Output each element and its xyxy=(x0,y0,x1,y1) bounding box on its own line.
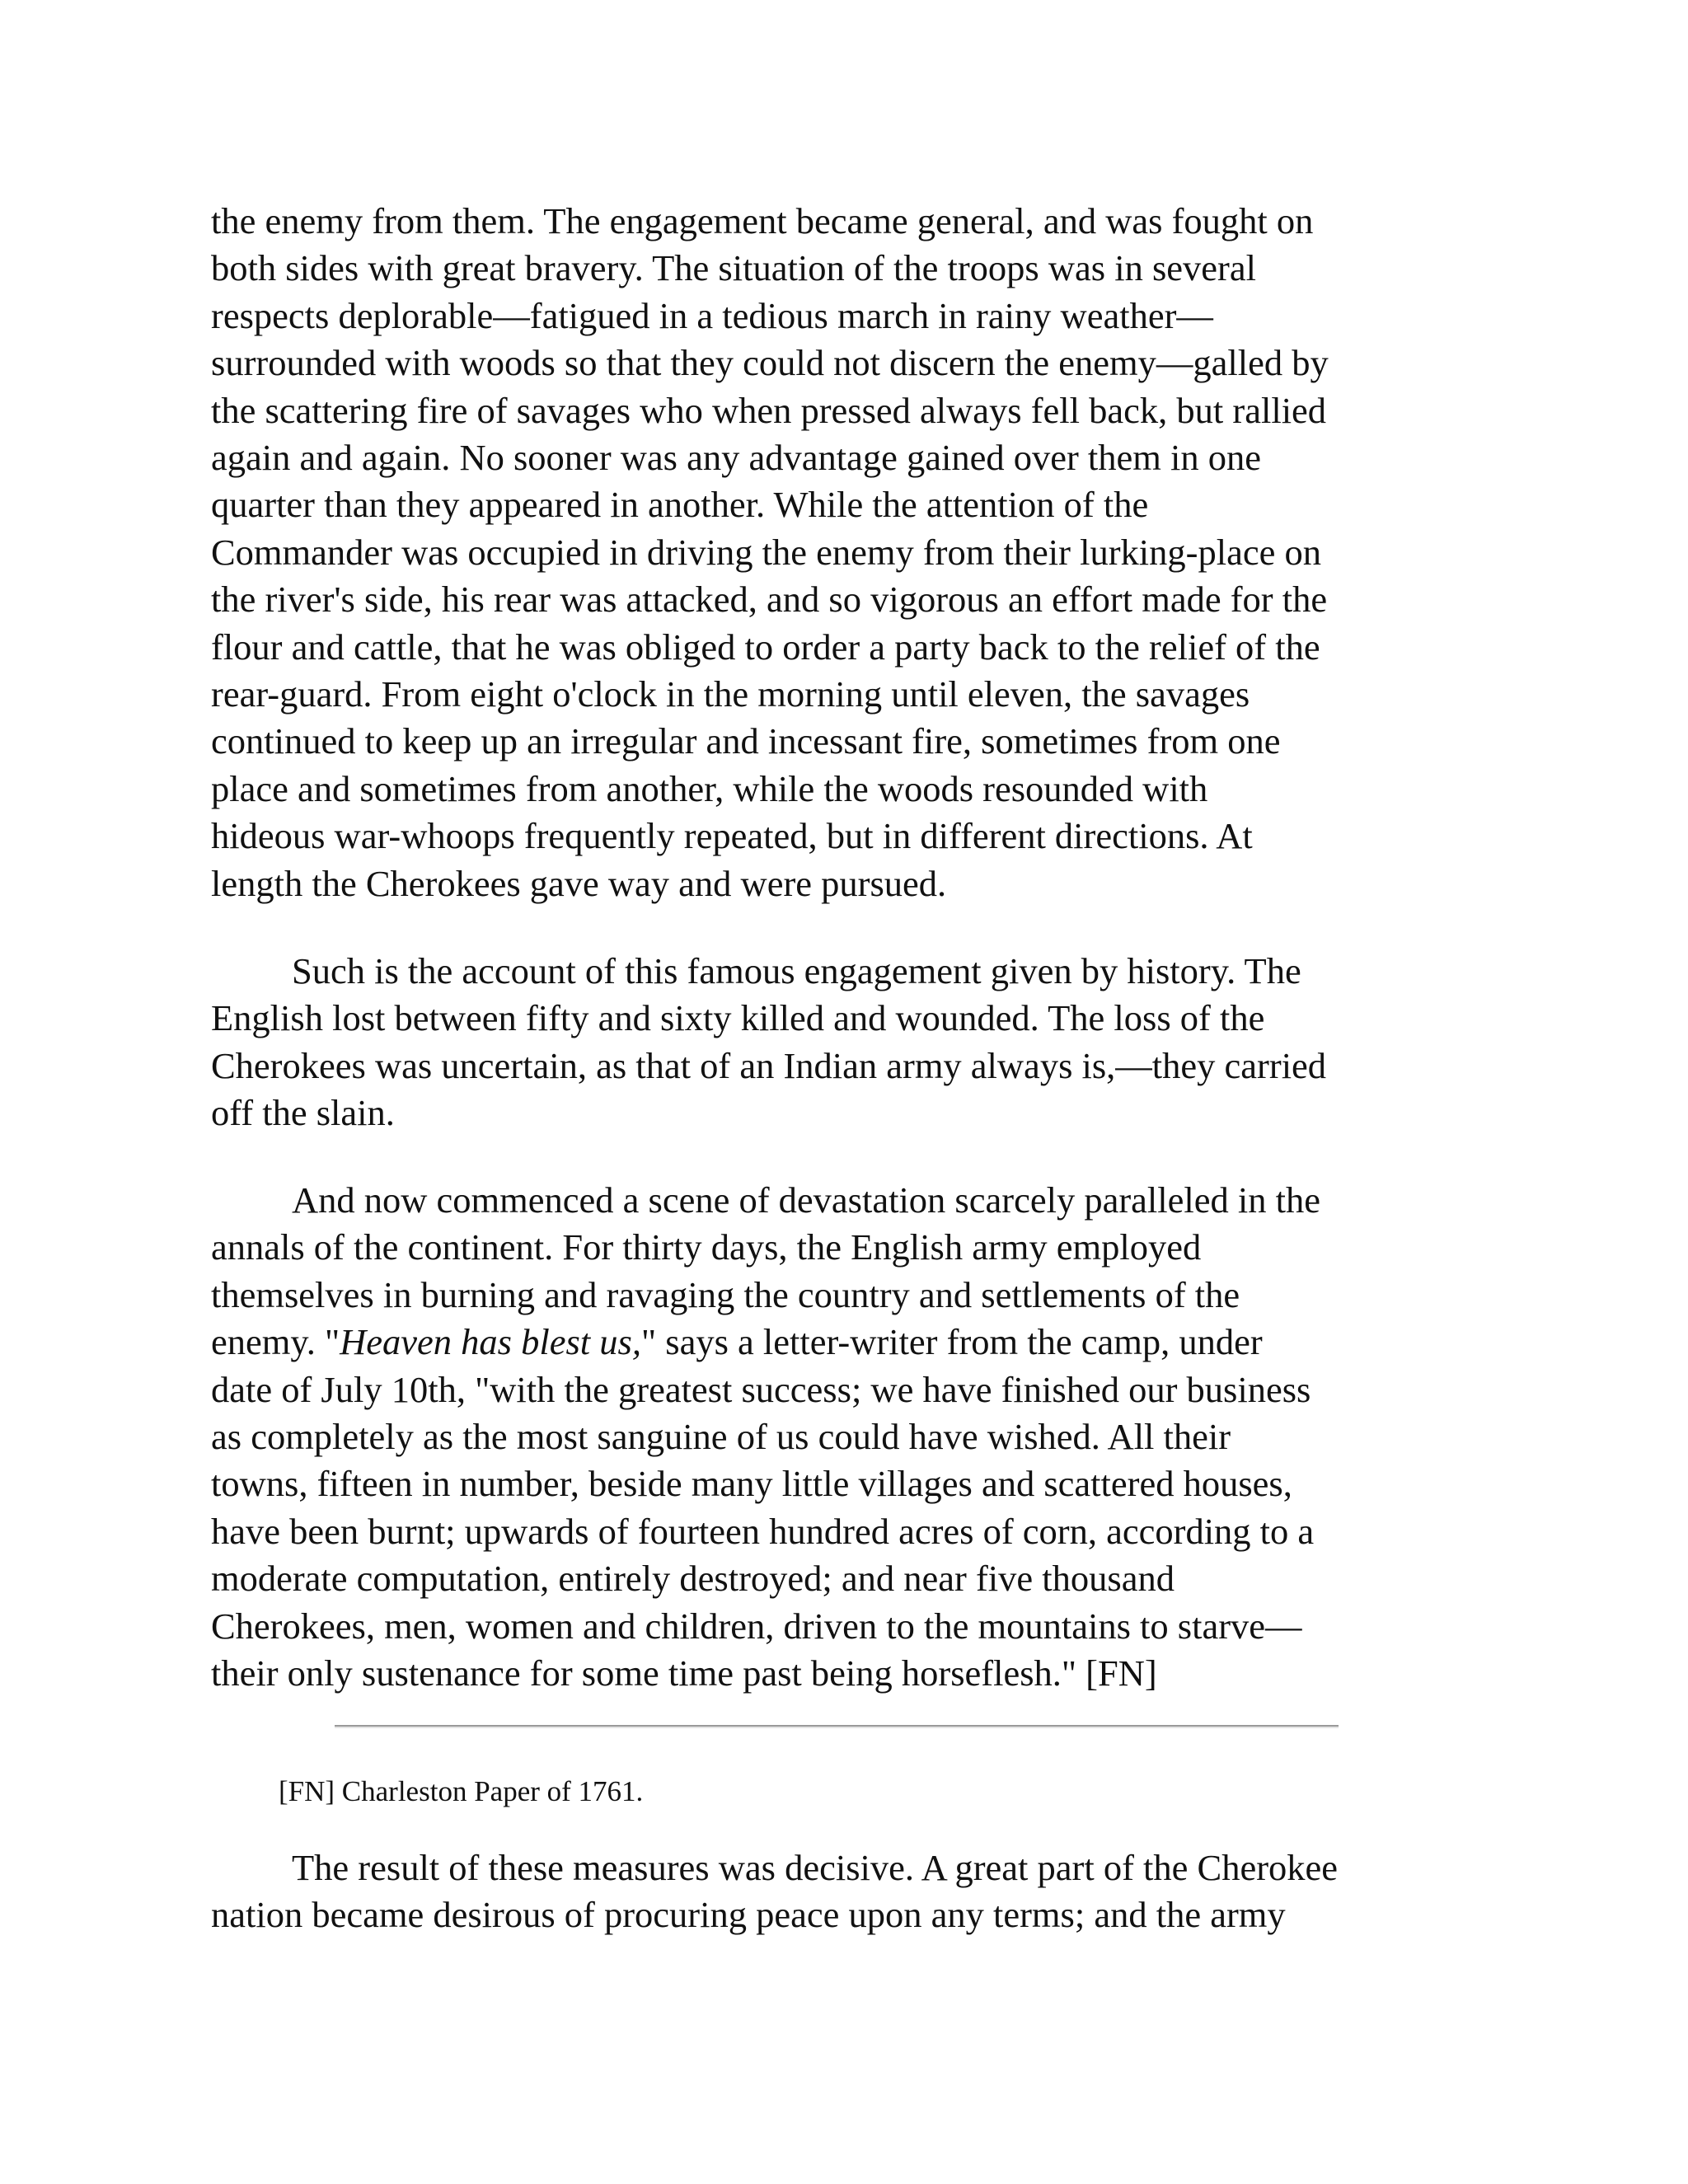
text-line: flour and cattle, that he was obliged to order a party back to the relief of the xyxy=(211,626,1320,668)
text-line: Cherokees, men, women and children, driven to the mountains to starve— xyxy=(211,1605,1302,1647)
italic-quote: Heaven has blest us, xyxy=(340,1321,641,1363)
text-line: rear-guard. From eight o'clock in the morning until eleven, the savages xyxy=(211,673,1250,715)
text-line: Commander was occupied in driving the enemy from their lurking-place on xyxy=(211,531,1321,573)
text-line: And now commenced a scene of devastation scarcely paralleled in the xyxy=(292,1179,1320,1221)
text-line: Cherokees was uncertain, as that of an Indian army always is,—they carried xyxy=(211,1044,1327,1086)
text-segment: enemy. " xyxy=(211,1321,340,1363)
paragraph-history-account xyxy=(211,948,1326,1137)
paragraph-result xyxy=(211,1844,1338,1939)
text-line: quarter than they appeared in another. While the attention of the xyxy=(211,484,1149,526)
paragraph-devastation xyxy=(211,1177,1320,1697)
text-line: have been burnt; upwards of fourteen hundred acres of corn, according to a xyxy=(211,1510,1315,1552)
text-line: place and sometimes from another, while the woods resounded with xyxy=(211,767,1208,809)
text-line: annals of the continent. For thirty days, the English army employed xyxy=(211,1226,1202,1268)
footnote-divider xyxy=(335,1725,1339,1728)
text-line: the river's side, his rear was attacked, and so vigorous an effort made for the xyxy=(211,579,1328,621)
text-line: length the Cherokees gave way and were pursued. xyxy=(211,862,947,904)
text-line: towns, fifteen in number, beside many little villages and scattered houses, xyxy=(211,1463,1292,1505)
text-line: hideous war-whoops frequently repeated, but in different directions. At xyxy=(211,815,1253,857)
text-line: the enemy from them. The engagement became general, and was fought on xyxy=(211,200,1314,241)
text-line: the scattering fire of savages who when pressed always fell back, but rallied xyxy=(211,389,1327,431)
text-line: both sides with great bravery. The situation of the troops was in several xyxy=(211,247,1256,289)
text-line: respects deplorable—fatigued in a tedious march in rainy weather— xyxy=(211,294,1213,336)
text-line: continued to keep up an irregular and incessant fire, sometimes from one xyxy=(211,720,1281,762)
text-line: date of July 10th, "with the greatest success; we have finished our business xyxy=(211,1368,1311,1410)
text-segment: " says a letter-writer from the camp, under xyxy=(640,1321,1263,1363)
text-line: English lost between fifty and sixty killed and wounded. The loss of the xyxy=(211,997,1265,1039)
footnote: [FN] Charleston Paper of 1761. xyxy=(279,1775,644,1807)
text-line: moderate computation, entirely destroyed; and near five thousand xyxy=(211,1558,1175,1600)
text-line-with-italic xyxy=(211,1319,1320,1366)
text-line: surrounded with woods so that they could not discern the enemy—galled by xyxy=(211,342,1329,384)
text-line: Such is the account of this famous engagement given by history. The xyxy=(292,950,1301,991)
paragraph-battle-account xyxy=(211,198,1329,907)
text-line: nation became desirous of procuring peace upon any terms; and the army xyxy=(211,1894,1286,1936)
text-line: themselves in burning and ravaging the country and settlements of the xyxy=(211,1273,1240,1315)
text-line: again and again. No sooner was any advantage gained over them in one xyxy=(211,437,1261,479)
text-line: The result of these measures was decisive. A great part of the Cherokee xyxy=(292,1847,1339,1888)
text-line: off the slain. xyxy=(211,1092,395,1134)
text-line: as completely as the most sanguine of us could have wished. All their xyxy=(211,1416,1231,1458)
text-line: their only sustenance for some time past being horseflesh." [FN] xyxy=(211,1652,1157,1694)
